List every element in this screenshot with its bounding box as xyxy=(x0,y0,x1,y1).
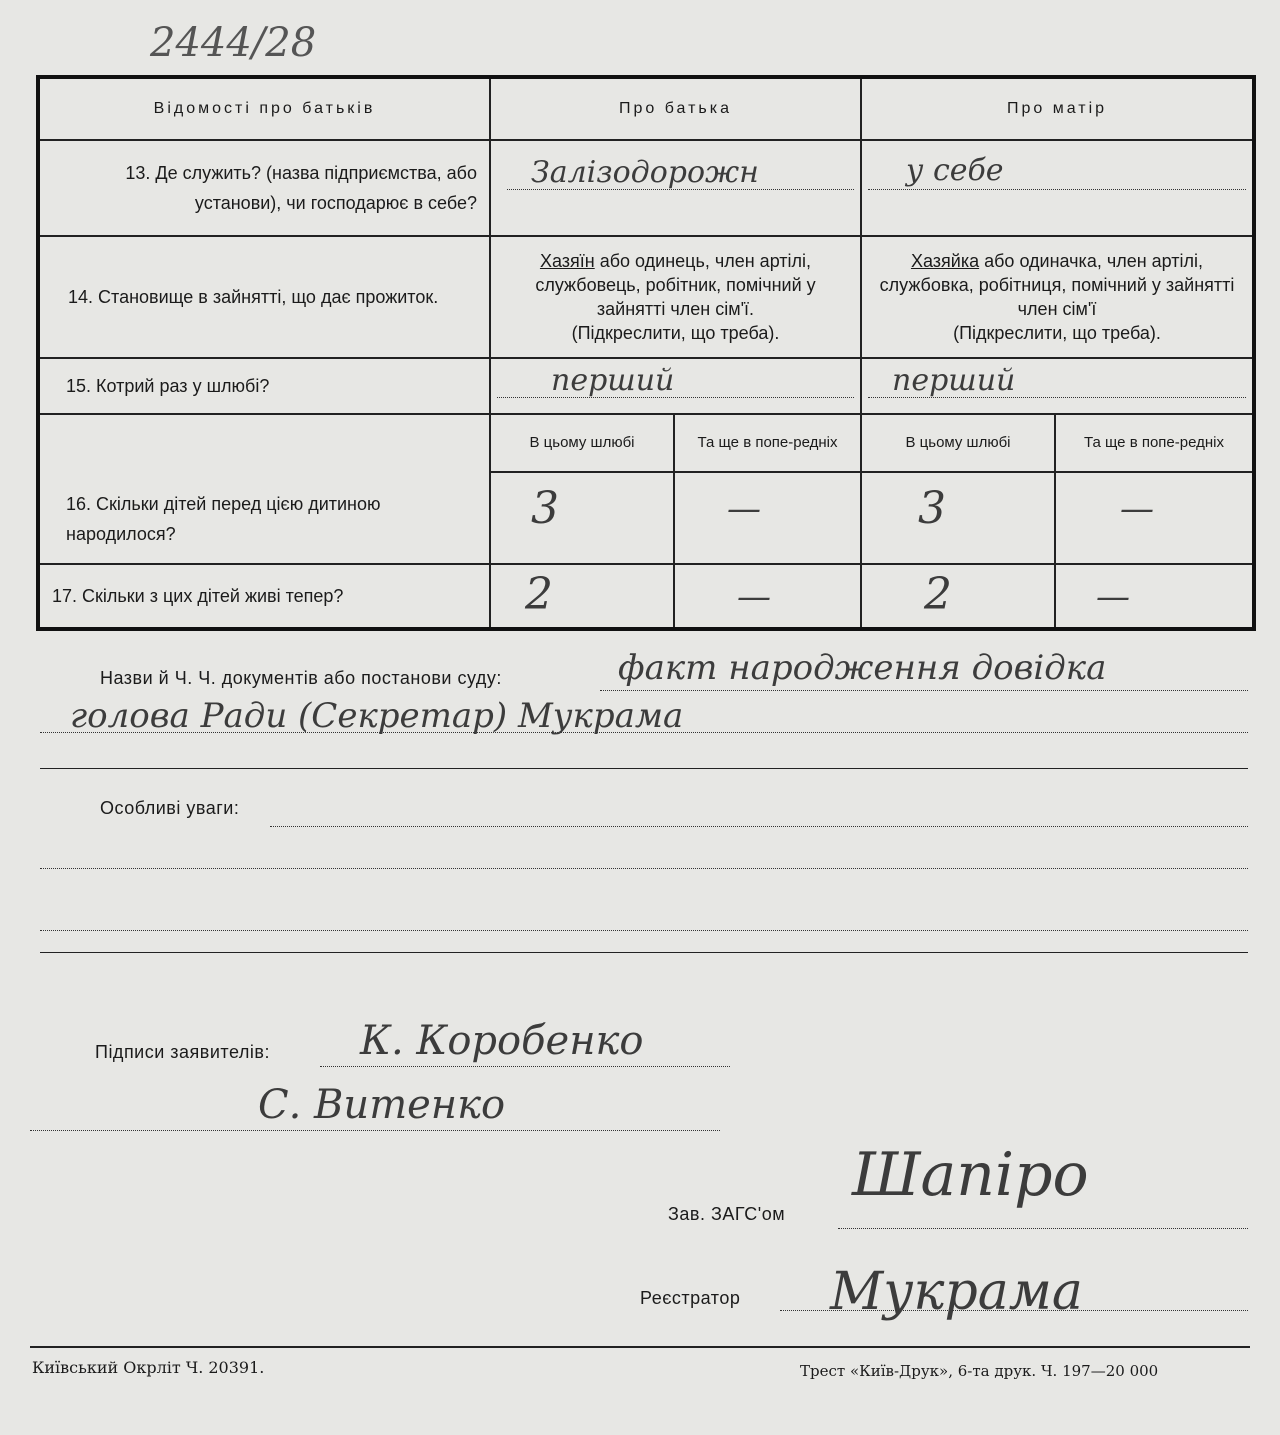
answer-13-mother xyxy=(861,140,1254,236)
sub-father-current: В цьому шлюбі xyxy=(490,414,674,472)
answer-16-value: 3 xyxy=(918,483,946,534)
answer-15-father-text: перший xyxy=(551,363,675,398)
answer-15-mother xyxy=(861,358,1254,414)
question-17: 17. Скільки з цих дітей живі тепер? xyxy=(38,564,490,629)
answer-17-father-current xyxy=(490,564,674,629)
registrar-label: Реєстратор xyxy=(640,1288,741,1308)
documents-handwritten-1: факт народження довідка xyxy=(618,648,1107,688)
mother-owner-underlined: Хазяйка xyxy=(910,251,980,271)
answer-14-mother xyxy=(861,236,1254,358)
answer-17-value: 2 xyxy=(525,569,553,620)
documents-handwritten-2: голова Ради (Секретар) Мукрама xyxy=(70,696,684,736)
answer-16-value: — xyxy=(727,489,761,529)
documents-label: Назви й Ч. Ч. документів або постанови суду: xyxy=(100,668,502,688)
sub-mother-previous: Та ще в попе-редніх xyxy=(1055,414,1254,472)
mother-status-options: або одиначка, член артілі, службовка, робітниця, помічний у зайнятті член сім'ї xyxy=(879,251,1235,319)
question-16: 16. Скільки дітей перед цією дитиною народилося? xyxy=(38,414,490,564)
question-15: 15. Котрий раз у шлюбі? xyxy=(38,358,490,414)
registrar-signature: Мукрама xyxy=(830,1262,1083,1322)
footer-right-print-info: Трест «Київ-Друк», 6-та друк. Ч. 197—20 000 xyxy=(800,1362,1159,1380)
header-info-about-parents: Відомості про батьків xyxy=(38,77,490,140)
answer-16-value: — xyxy=(1120,489,1154,529)
answer-16-mother-previous xyxy=(1055,472,1254,564)
header-about-mother: Про матір xyxy=(861,77,1254,140)
header-about-father: Про батька xyxy=(490,77,861,140)
sub-father-previous: Та ще в попе-редніх xyxy=(674,414,861,472)
zags-head-signature: Шапіро xyxy=(852,1140,1089,1210)
answer-14-father xyxy=(490,236,861,358)
zags-head-label: Зав. ЗАГС'ом xyxy=(668,1204,786,1224)
father-status-options: або одинець, член артілі, службовець, робітник, помічний у зайнятті член сім'ї. xyxy=(535,251,816,319)
answer-13-mother-text: у себе xyxy=(906,153,1004,188)
applicant-signature-1: К. Коробенко xyxy=(360,1018,644,1064)
parents-info-table xyxy=(36,75,1256,631)
remarks-label: Особливі уваги: xyxy=(100,798,240,818)
father-status-note: (Підкреслити, що треба). xyxy=(571,323,780,343)
answer-17-value: — xyxy=(1096,577,1130,617)
answer-13-father-text: Залізодорожн xyxy=(531,155,759,190)
answer-15-mother-text: перший xyxy=(892,363,1016,398)
mother-status-note: (Підкреслити, що треба). xyxy=(953,323,1161,343)
answer-17-father-previous xyxy=(674,564,861,629)
question-13: 13. Де служить? (назва підприємства, або установи), чи господарює в себе? xyxy=(38,140,490,236)
answer-16-value: 3 xyxy=(531,483,559,534)
answer-17-mother-previous xyxy=(1055,564,1254,629)
father-owner-underlined: Хазяїн xyxy=(539,251,595,271)
answer-15-father xyxy=(490,358,861,414)
answer-16-mother-current xyxy=(861,472,1055,564)
answer-13-father xyxy=(490,140,861,236)
footer-left-print-info: Київський Окрліт Ч. 20391. xyxy=(32,1358,265,1377)
applicant-signature-2: С. Витенко xyxy=(258,1082,506,1128)
answer-16-father-current xyxy=(490,472,674,564)
answer-17-value: — xyxy=(737,577,771,617)
sub-mother-current: В цьому шлюбі xyxy=(861,414,1055,472)
question-14: 14. Становище в зайнятті, що дає прожиток. xyxy=(38,236,490,358)
signatures-label: Підписи заявителів: xyxy=(95,1042,270,1062)
corner-handwritten-note: 2444/28 xyxy=(150,20,317,66)
answer-17-value: 2 xyxy=(924,569,952,620)
answer-17-mother-current xyxy=(861,564,1055,629)
answer-16-father-previous xyxy=(674,472,861,564)
